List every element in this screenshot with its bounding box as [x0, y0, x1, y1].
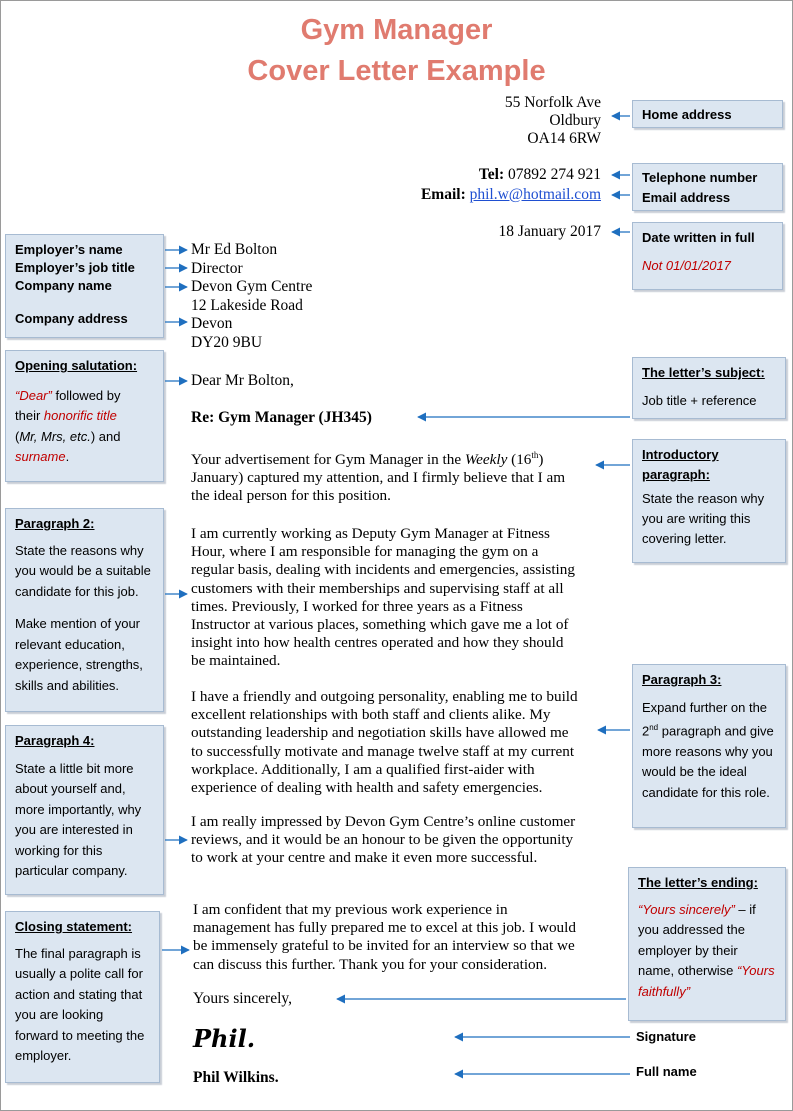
- address-line: Oldbury: [549, 112, 601, 129]
- paragraph-4: I am really impressed by Devon Gym Centre’s online customer reviews, and it would be an honour to be given the opportunity to work at your centre and make it even more successful.: [191, 813, 576, 867]
- signature: Phil.: [193, 1024, 256, 1053]
- full-name: Phil Wilkins.: [193, 1069, 279, 1086]
- paragraph-3: I have a friendly and outgoing personality, enabling me to build excellent relationships with both staff and clients alike. My outstanding leadership and negotiation skills have allowed me to successfully motivate and manage twelve staff at my current workplace. Additionally, I am a qualified first-aider with experience of dealing with health and safety emergencies.: [191, 688, 578, 797]
- note-employer-name: Employer’s name: [15, 242, 123, 257]
- address-line: 55 Norfolk Ave: [504, 94, 601, 111]
- note-company-name: Company name: [15, 278, 112, 293]
- recipient-county: Devon: [191, 315, 233, 332]
- note-fullname: Full name: [636, 1064, 697, 1079]
- email-link[interactable]: phil.w@hotmail.com: [469, 186, 601, 203]
- intro-paragraph: Your advertisement for Gym Manager in the Weekly (16th) January) captured my attention, and I firmly believe that I am the ideal person for this position.: [191, 450, 566, 505]
- note-employer-title: Employer’s job title: [15, 260, 135, 275]
- note-ending: The letter’s ending: “Yours sincerely” – if you addressed the employer by their name, otherwise “Yours faithfully”: [628, 867, 786, 1021]
- salutation: Dear Mr Bolton,: [191, 372, 294, 389]
- recipient-name: Mr Ed Bolton: [191, 241, 278, 258]
- letter-date: 18 January 2017: [498, 223, 601, 240]
- letter-subject: Re: Gym Manager (JH345): [191, 409, 372, 426]
- address-line: OA14 6RW: [527, 130, 601, 147]
- note-closing: Closing statement: The final paragraph is usually a polite call for action and stating that you are looking forward to meeting the employer.: [5, 911, 160, 1083]
- email-label: Email:: [420, 186, 466, 203]
- tel-label: Tel:: [478, 166, 505, 183]
- page-subtitle: Cover Letter Example: [247, 55, 546, 87]
- note-paragraph-2: Paragraph 2: State the reasons why you would be a suitable candidate for this job. Make mention of your relevant education, experience, strengths, skills and abilities.: [5, 508, 164, 712]
- note-email: Email address: [642, 190, 731, 205]
- tel-value: 07892 274 921: [508, 166, 601, 183]
- note-company-address: Company address: [15, 311, 128, 326]
- note-telephone: Telephone number: [642, 170, 758, 185]
- note-home-address: Home address: [632, 100, 783, 128]
- note-date: Date written in full Not 01/01/2017: [632, 222, 783, 290]
- recipient-title: Director: [191, 259, 243, 277]
- note-opening: Opening salutation: “Dear” followed by their honorific title (Mr, Mrs, etc.) and surname.: [5, 350, 164, 482]
- note-paragraph-4: Paragraph 4: State a little bit more about yourself and, more importantly, why you are interested in working for this particular company.: [5, 725, 164, 895]
- note-introductory: Introductory paragraph: State the reason why you are writing this covering letter.: [632, 439, 786, 563]
- note-paragraph-3: Paragraph 3: Expand further on the 2nd paragraph and give more reasons why you would be the ideal candidate for this role.: [632, 664, 786, 828]
- closing-line: Yours sincerely,: [193, 990, 293, 1007]
- note-signature: Signature: [636, 1029, 696, 1044]
- paragraph-5: I am confident that my previous work experience in management has fully prepared me to excel at this job. I would be immensely grateful to be invited for an interview so that we can discuss this further. Thank you for your consideration.: [193, 901, 576, 973]
- page-title: Gym Manager: [300, 14, 493, 46]
- recipient-company: Devon Gym Centre: [191, 278, 313, 295]
- paragraph-2: I am currently working as Deputy Gym Manager at Fitness Hour, where I am responsible for managing the gym on a regular basis, dealing with incidents and emergencies, assisting customers with their memberships and supervising staff at all times. Previously, I worked for three years as a Fitness Instructor at various places, something which gave me a lot of insight into how health centres operated and how they should be maintained.: [191, 525, 575, 670]
- note-subject: The letter’s subject: Job title + reference: [632, 357, 786, 419]
- recipient-postcode: DY20 9BU: [191, 333, 263, 351]
- recipient-street: 12 Lakeside Road: [191, 296, 303, 314]
